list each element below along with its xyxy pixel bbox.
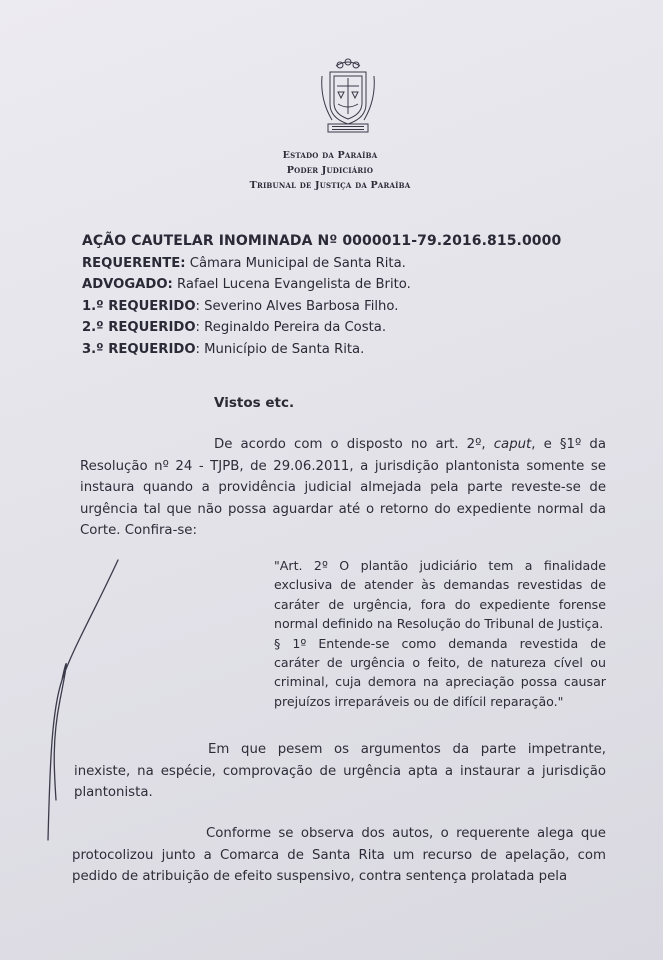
paragraph-urgency (74, 739, 606, 804)
court-header (230, 148, 430, 193)
vistos-heading: Vistos etc. (214, 395, 295, 411)
party-value: : Município de Santa Rita. (195, 341, 365, 357)
paragraph-italic: caput (493, 437, 532, 452)
block-quote (274, 556, 606, 711)
header-tribunal: Tribunal de Justiça da Paraíba (249, 180, 411, 191)
paragraph-text: Em que pesem os argumentos da parte impetrante, inexiste, na espécie, comprovação de urgência apta a instaurar a jurisdição plantonista. (74, 742, 606, 800)
party-label: REQUERENTE: (82, 255, 186, 271)
party-label: ADVOGADO: (82, 277, 173, 292)
party-label: 1.º REQUERIDO (82, 298, 196, 314)
quote-article: "Art. 2º O plantão judiciário tem a finalidade exclusiva de atender às demandas revestidas de caráter de urgência, fora do expediente forense normal definido na Resolução do Tribunal de Justiça. (274, 558, 606, 632)
paragraph-text: , e §1º da Resolução nº 24 - TJPB, de 29.06.2011, a jurisdição plantonista somente se instaura quando a providência judicial almejada pela parte reveste-se de urgência tal que não possa aguardar até o retorno do expediente normal da Corte. Confira-se: (80, 437, 606, 538)
party-requerido-3 (82, 339, 622, 361)
court-seal-emblem (318, 56, 378, 138)
party-advogado (82, 274, 622, 296)
party-label: 2.º REQUERIDO (82, 320, 196, 335)
party-value: : Reginaldo Pereira da Costa. (195, 320, 387, 335)
header-state: Estado da Paraíba (282, 150, 378, 161)
party-requerido-1 (82, 296, 622, 318)
paragraph-resolution (80, 434, 606, 542)
case-title: AÇÃO CAUTELAR INOMINADA Nº 0000011-79.2016.815.0000 (82, 233, 562, 249)
paragraph-text: De acordo com o disposto no art. 2º, (214, 437, 494, 452)
party-label: 3.º REQUERIDO (82, 341, 196, 357)
paragraph-text: Conforme se observa dos autos, o requerente alega que protocolizou junto a Comarca de Santa Rita um recurso de apelação, com pedido de atribuição de efeito suspensivo, contra sentença prolatada pela (72, 826, 606, 884)
party-requerente (82, 253, 622, 275)
quote-paragraph: § 1º Entende-se como demanda revestida de caráter de urgência o feito, de natureza cível ou criminal, cuja demora na apreciação possa causar prejuízos irreparáveis ou de difícil reparação." (274, 635, 606, 709)
party-value: Rafael Lucena Evangelista de Brito. (172, 277, 411, 292)
header-judiciary: Poder Judiciário (286, 165, 374, 176)
case-caption (82, 231, 622, 360)
paragraph-facts (72, 823, 606, 888)
party-value: Câmara Municipal de Santa Rita. (185, 255, 406, 271)
party-requerido-2 (82, 317, 622, 339)
party-value: : Severino Alves Barbosa Filho. (195, 298, 399, 314)
